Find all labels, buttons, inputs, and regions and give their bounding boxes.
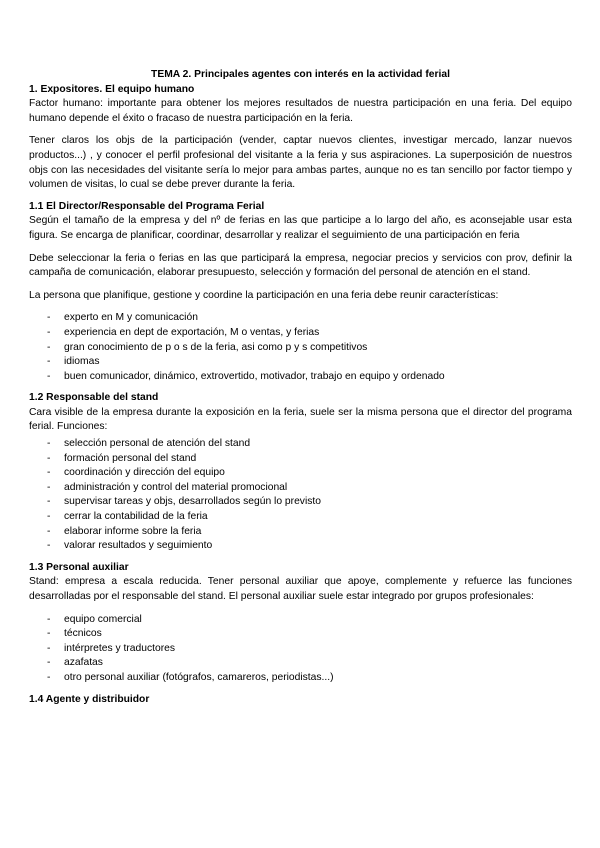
list-item: - equipo comercial [29,613,572,628]
section-1-1-paragraph-2: Debe seleccionar la feria o ferias en las que participará la empresa, negociar precios y servicios con prov, definir la campaña de comunicación, elaborar presupuesto, selección y formación del personal de atención en el stand. [29,252,572,279]
list-item: - selección personal de atención del stand [29,437,572,452]
section-1-1-paragraph-1: Según el tamaño de la empresa y del nº de ferias en las que participe a lo largo del año, es aconsejable usar esta figura. Se encarga de planificar, coordinar, desarrollar y realizar el seguimiento de una participación en feria [29,215,572,241]
list-item: - coordinación y dirección del equipo [29,466,572,481]
section-1-3-paragraph-1: Stand: empresa a escala reducida. Tener personal auxiliar que apoye, complemente y refuerce las funciones desarrolladas por el responsable del stand. El personal auxiliar suele estar integrado por grupos profesionales: [29,576,572,602]
list-item: - experiencia en dept de exportación, M o ventas, y ferias [29,326,572,341]
section-1-paragraph-1: Factor humano: importante para obtener los mejores resultados de nuestra participación en una feria. Del equipo humano depende el éxito o fracaso de nuestra participación en la feria. [29,98,572,124]
list-item: - gran conocimiento de p o s de la feria, asi como p y s competitivos [29,341,572,356]
list-item: - técnicos [29,627,572,642]
section-1-2-list [29,437,572,554]
section-1-2-heading: 1.2 Responsable del stand [29,392,159,404]
list-item: - cerrar la contabilidad de la feria [29,510,572,525]
section-1-heading: 1. Expositores. El equipo humano [29,83,195,95]
list-item: - elaborar informe sobre la feria [29,525,572,540]
list-item: - administración y control del material promocional [29,481,572,496]
list-item: - experto en M y comunicación [29,311,572,326]
section-1-3-heading: 1.3 Personal auxiliar [29,561,129,573]
document-title: TEMA 2. Principales agentes con interés en la actividad ferial [151,69,450,80]
list-item: - formación personal del stand [29,452,572,467]
list-item: - azafatas [29,656,572,671]
list-item: - otro personal auxiliar (fotógrafos, camareros, periodistas...) [29,671,572,686]
list-item: - intérpretes y traductores [29,642,572,657]
list-item: - idiomas [29,355,572,370]
list-item: - supervisar tareas y objs, desarrollados según lo previsto [29,495,572,510]
section-1-1-list [29,311,572,384]
section-1-3-list [29,613,572,686]
document-page [29,68,572,707]
section-1-paragraph-2: Tener claros los objs de la participación (vender, captar nuevos clientes, investigar mercado, lanzar nuevos productos...) , y conocer el perfil profesional del visitante a la feria y sus aspiraciones. La superposición de nuestros objs con las necesidades del visitante sería lo mejor para ambas partes, aunque no es tan sencillo por factor tiempo y volumen de visitas, lo cual se debe prever durante la feria. [29,135,572,191]
list-item: - buen comunicador, dinámico, extrovertido, motivador, trabajo en equipo y ordenado [29,370,572,385]
section-1-1-paragraph-3: La persona que planifique, gestione y coordine la participación en una feria debe reunir características: [29,289,499,301]
section-1-1-heading: 1.1 El Director/Responsable del Programa Ferial [29,200,265,212]
section-1-4-heading: 1.4 Agente y distribuidor [29,693,150,705]
section-1-2-paragraph-1: Cara visible de la empresa durante la exposición en la feria, suele ser la misma persona que el director del programa ferial. Funciones: [29,406,572,433]
list-item: - valorar resultados y seguimiento [29,539,572,554]
